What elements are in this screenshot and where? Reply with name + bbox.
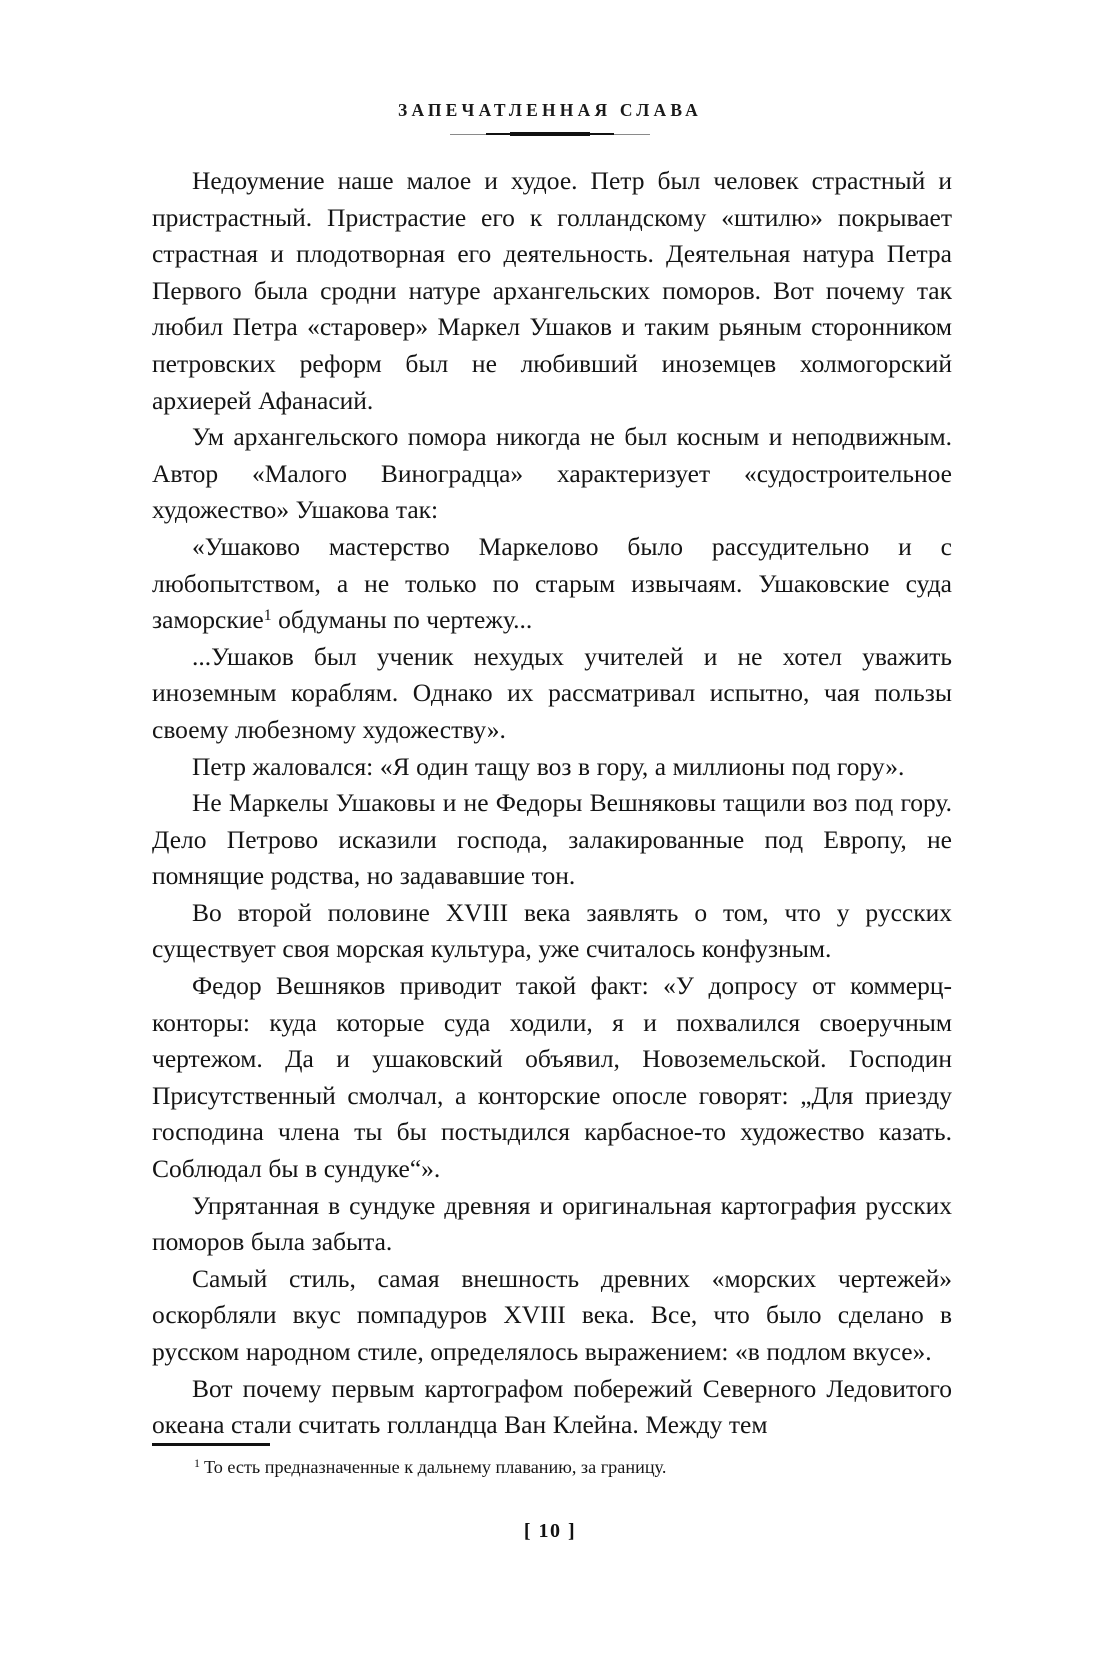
running-head-block (0, 100, 1100, 139)
paragraph-6: Не Маркелы Ушаковы и не Федоры Вешняковы тащили воз под гору. Дело Петрово исказили господа, залакированные под Европу, не помнящие родства, но задававшие тон. (152, 788, 952, 891)
footnote-zone (152, 1443, 952, 1479)
footnote-reference-marker[interactable]: 1 (263, 606, 272, 624)
paragraph-3-quote (152, 529, 952, 639)
paragraph-8: Федор Вешняков приводит такой факт: «У допросу от коммерц-конторы: куда которые суда ходили, я и похвалился своеручным чертежом. Да и ушаковский объявил, Новоземельской. Господин Присутственный смолчал, а конторские опосле говорят: „Для приезду господина члена ты бы постыдился карбасное-то художество казать. Соблюдал бы в сундуке“». (152, 971, 952, 1184)
paragraph-2: Ум архангельского помора никогда не был косным и неподвижным. Автор «Малого Виноградца» характеризует «судостроительное художество» Ушакова так: (152, 422, 952, 525)
ornamental-divider-icon (450, 130, 650, 139)
paragraph-9: Упрятанная в сундуке древняя и оригинальная картография русских поморов была забыта. (152, 1190, 952, 1257)
paragraph-11: Вот почему первым картографом побережий Северного Ледовитого океана стали считать голландца Ван Клейна. Между тем (152, 1373, 952, 1440)
footnote-1 (152, 1455, 952, 1479)
text-column (152, 163, 952, 1444)
paragraph-3-tail: обдуманы по чертежу... (271, 605, 533, 635)
paragraph-7: Во второй половине XVIII века заявлять о том, что у русских существует своя морская культура, уже считалось конфузным. (152, 897, 952, 964)
footnote-number: 1 (194, 1455, 200, 1470)
footnote-body: То есть предназначенные к дальнему плаванию, за границу. (204, 1456, 667, 1477)
paragraph-3-text: «Ушаково мастерство Маркелово было рассудительно и с любопытством, а не только по старым извычаям. Ушаковские суда заморские (152, 531, 952, 635)
running-head: ЗАПЕЧАТЛЕННАЯ СЛАВА (398, 100, 702, 120)
paragraph-4: ...Ушаков был ученик нехудых учителей и не хотел уважить иноземным кораблям. Однако их рассматривал испытно, чая пользы своему любезному художеству». (152, 641, 952, 744)
footnote-separator-rule (152, 1443, 270, 1446)
page-number: [ 10 ] (523, 1520, 577, 1542)
ornament-core (510, 132, 590, 136)
paragraph-1: Недоумение наше малое и худое. Петр был человек страстный и пристрастный. Пристрастие его к голландскому «штилю» покрывает страстная и плодотворная его деятельность. Деятельная натура Петра Первого была сродни натуре архангельских поморов. Вот почему так любил Петра «старовер» Маркел Ушаков и таким рьяным сторонником петровских реформ был не любивший иноземцев холмогорский архиерей Афанасий. (152, 166, 952, 415)
paragraph-10: Самый стиль, самая внешность древних «морских чертежей» оскорбляли вкус помпадуров XVIII века. Все, что было сделано в русском народном стиле, определялось выражением: «в подлом вкусе». (152, 1263, 952, 1366)
paragraph-5: Петр жаловался: «Я один тащу воз в гору, а миллионы под гору». (192, 751, 905, 781)
